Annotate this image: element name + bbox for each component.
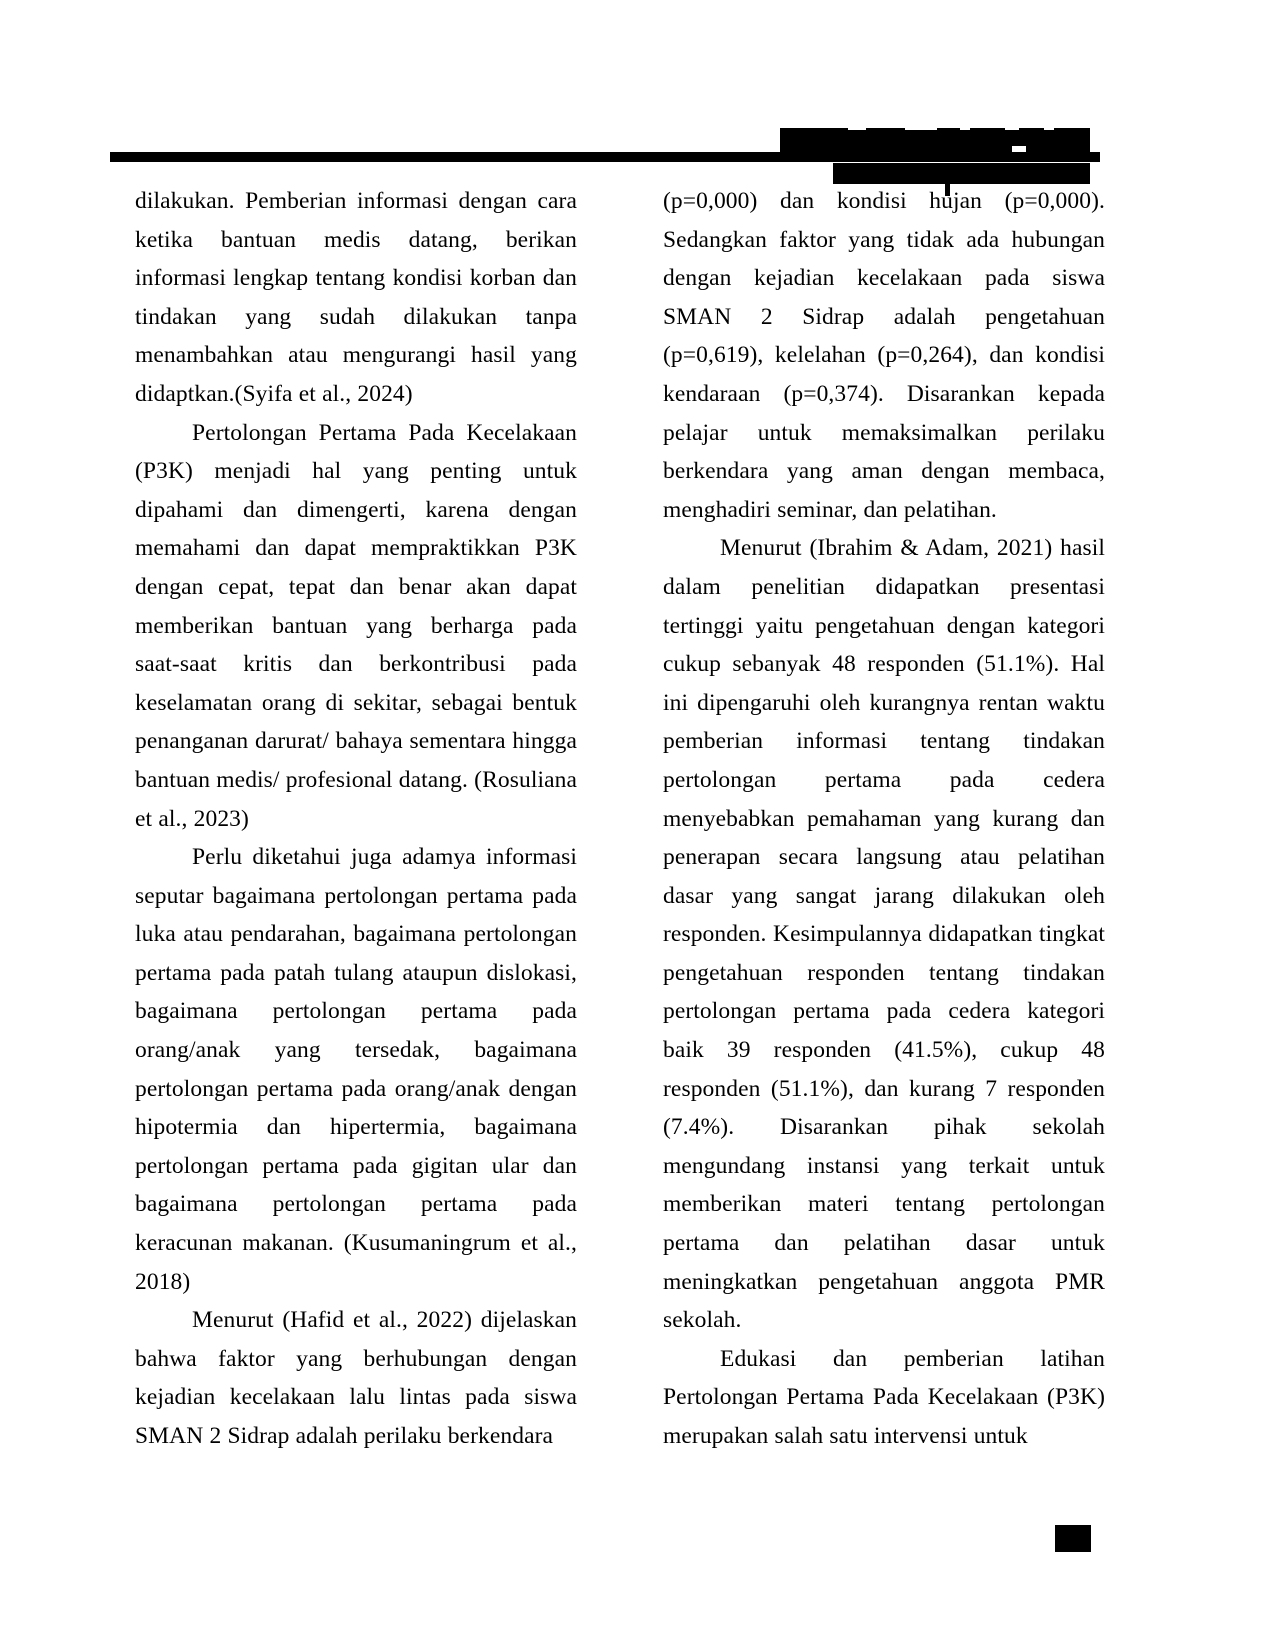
redacted-header-title xyxy=(780,128,1090,154)
redaction-notch xyxy=(905,120,937,130)
paragraph: Edukasi dan pemberian latihan Pertolongan Pertama Pada Kecelakaan (P3K) merupakan salah satu intervensi untuk xyxy=(663,1345,1105,1449)
paragraph: Perlu diketahui juga adamya informasi seputar bagaimana pertolongan pertama pada luka atau pendarahan, bagaimana pertolongan pertama pada patah tulang ataupun dislokasi, bagaimana pertolongan pertama pada orang/anak yang tersedak, bagaimana pertolongan pertama pada orang/anak dengan hipotermia dan hipertermia, bagaimana pertolongan pertama pada gigitan ular dan bagaimana pertolongan pertama pada keracunan makanan. (Kusumaningrum et al., 2018) xyxy=(135,844,577,1295)
paragraph: Menurut (Ibrahim & Adam, 2021) hasil dalam penelitian didapatkan presentasi tertinggi yaitu pengetahuan dengan kategori cukup sebanyak 48 responden (51.1%). Hal ini dipengaruhi oleh kurangnya rentan waktu pemberian informasi tentang tindakan pertolongan pertama pada cedera menyebabkan pemahaman yang kurang dan penerapan secara langsung atau pelatihan dasar yang sangat jarang dilakukan oleh responden. Kesimpulannya didapatkan tingkat pengetahuan responden tentang tindakan pertolongan pertama pada cedera kategori baik 39 responden (41.5%), cukup 48 responden (51.1%), dan kurang 7 responden (7.4%). Disarankan pihak sekolah mengundang instansi yang terkait untuk memberikan materi tentang pertolongan pertama dan pelatihan dasar untuk meningkatkan pengetahuan anggota PMR sekolah. xyxy=(663,535,1105,1334)
left-column xyxy=(135,182,577,1456)
right-column xyxy=(663,182,1105,1456)
paragraph: (p=0,000) dan kondisi hujan (p=0,000). Sedangkan faktor yang tidak ada hubungan dengan kejadian kecelakaan pada siswa SMAN 2 Sidrap adalah pengetahuan (p=0,619), kelelahan (p=0,264), dan kondisi kendaraan (p=0,374). Disarankan kepada pelajar untuk memaksimalkan perilaku berkendara yang aman dengan membaca, menghadiri seminar, dan pelatihan. xyxy=(663,188,1105,523)
page-header xyxy=(0,60,1275,150)
redacted-page-number xyxy=(1055,1525,1091,1552)
redaction-notch xyxy=(848,120,866,130)
paragraph: dilakukan. Pemberian informasi dengan cara ketika bantuan medis datang, berikan informasi lengkap tentang kondisi korban dan tindakan yang sudah dilakukan tanpa menambahkan atau mengurangi hasil yang didaptkan.(Syifa et al., 2024) xyxy=(135,188,577,407)
redaction-notch xyxy=(960,120,970,130)
body-columns xyxy=(135,182,1105,1456)
redacted-header-subtitle xyxy=(833,163,1090,184)
header-divider-rule xyxy=(110,152,1100,162)
redaction-notch xyxy=(1005,120,1019,130)
redaction-notch xyxy=(1044,120,1054,130)
paragraph: Menurut (Hafid et al., 2022) dijelaskan bahwa faktor yang berhubungan dengan kejadian kecelakaan lalu lintas pada siswa SMAN 2 Sidrap adalah perilaku berkendara xyxy=(135,1307,577,1449)
paragraph: Pertolongan Pertama Pada Kecelakaan (P3K) menjadi hal yang penting untuk dipahami dan dimengerti, karena dengan memahami dan dapat mempraktikkan P3K dengan cepat, tepat dan benar akan dapat memberikan bantuan yang berharga pada saat-saat kritis dan berkontribusi pada keselamatan orang di sekitar, sebagai bentuk penanganan darurat/ bahaya sementara hingga bantuan medis/ profesional datang. (Rosuliana et al., 2023) xyxy=(135,419,577,832)
